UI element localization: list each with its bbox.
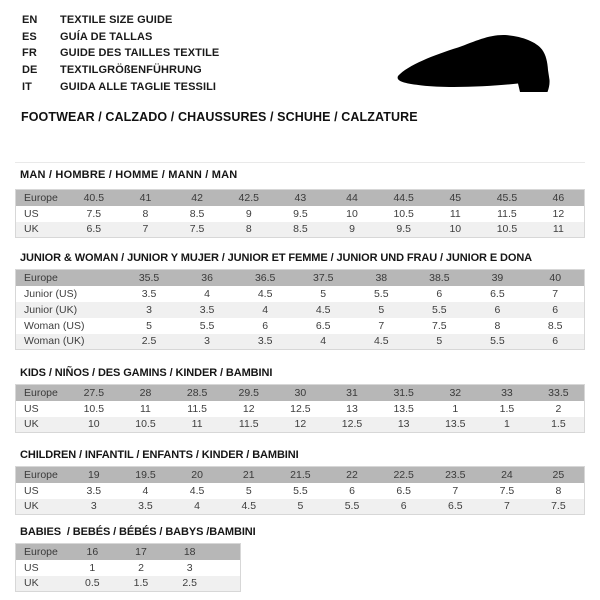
size-cell: 6.5 bbox=[396, 484, 411, 497]
row-label: Woman (US) bbox=[24, 319, 85, 332]
size-cell: 3.5 bbox=[138, 500, 153, 513]
language-code: DE bbox=[22, 64, 38, 77]
size-cell: 7.5 bbox=[551, 500, 566, 513]
size-cell: 6.5 bbox=[490, 287, 505, 300]
size-cell: 11 bbox=[449, 207, 461, 220]
size-cell: 9.5 bbox=[396, 223, 411, 236]
size-table-children bbox=[15, 466, 585, 515]
size-cell: 7 bbox=[552, 287, 559, 300]
size-cell: 29.5 bbox=[238, 386, 259, 399]
table-row bbox=[16, 206, 585, 222]
size-cell: 30 bbox=[294, 386, 307, 399]
size-cell: 7.5 bbox=[499, 484, 515, 497]
size-cell: 4 bbox=[204, 287, 211, 300]
row-label: US bbox=[24, 207, 39, 220]
section-man bbox=[15, 169, 585, 238]
size-cell: 21 bbox=[242, 468, 255, 481]
size-cell: 5 bbox=[378, 303, 385, 316]
row-label: Woman (UK) bbox=[24, 335, 85, 348]
language-label: GUIDE DES TAILLES TEXTILE bbox=[60, 47, 220, 60]
size-cell: 4 bbox=[194, 500, 201, 513]
language-row bbox=[22, 29, 219, 46]
size-cell: 17 bbox=[135, 545, 147, 558]
language-row bbox=[22, 78, 219, 95]
size-cell: 6.5 bbox=[448, 500, 463, 513]
header-divider bbox=[15, 162, 585, 163]
row-label: UK bbox=[24, 500, 39, 513]
size-cell: 10 bbox=[346, 207, 358, 220]
size-cell: 27.5 bbox=[83, 386, 105, 399]
filler-cell bbox=[214, 576, 241, 592]
language-row bbox=[22, 45, 219, 62]
row-label: US bbox=[24, 484, 39, 497]
size-cell: 0.5 bbox=[85, 577, 100, 590]
row-label: US bbox=[24, 402, 39, 415]
size-cell: 3 bbox=[146, 303, 152, 316]
size-cell: 22 bbox=[346, 468, 358, 481]
row-label: UK bbox=[24, 223, 39, 236]
size-cell: 4.5 bbox=[373, 335, 389, 348]
size-cell: 38.5 bbox=[429, 271, 450, 284]
size-cell: 2 bbox=[138, 561, 144, 574]
table-row bbox=[16, 334, 585, 350]
size-cell: 40.5 bbox=[83, 191, 105, 204]
size-cell: 24 bbox=[501, 468, 513, 481]
size-cell: 13.5 bbox=[445, 418, 466, 431]
size-cell: 6.5 bbox=[86, 223, 102, 236]
size-cell: 7 bbox=[452, 484, 459, 497]
size-cell: 19 bbox=[87, 468, 100, 481]
size-cell: 6.5 bbox=[315, 319, 331, 332]
size-cell: 21.5 bbox=[290, 468, 311, 481]
size-cell: 12 bbox=[552, 207, 565, 220]
size-cell: 2 bbox=[555, 402, 562, 415]
size-cell: 3.5 bbox=[199, 303, 215, 316]
size-cell: 6 bbox=[400, 500, 407, 513]
table-title-children: CHILDREN / INFANTIL / ENFANTS / KINDER / BAMBINI bbox=[20, 449, 299, 461]
size-cell: 6 bbox=[262, 319, 269, 332]
size-cell: 1.5 bbox=[551, 418, 566, 431]
size-cell: 32 bbox=[449, 386, 462, 399]
size-cell: 6 bbox=[552, 303, 559, 316]
table-row bbox=[16, 560, 241, 576]
size-cell: 7.5 bbox=[86, 207, 102, 220]
size-cell: 16 bbox=[86, 545, 99, 558]
size-cell: 10.5 bbox=[135, 418, 156, 431]
row-label: Europe bbox=[24, 468, 58, 481]
row-label: Europe bbox=[24, 545, 58, 558]
size-cell: 5 bbox=[320, 287, 327, 300]
table-row bbox=[16, 417, 585, 433]
size-cell: 10.5 bbox=[496, 223, 518, 236]
size-cell: 46 bbox=[552, 191, 565, 204]
size-cell: 4.5 bbox=[241, 500, 257, 513]
size-cell: 11.5 bbox=[238, 418, 259, 431]
size-cell: 3.5 bbox=[141, 287, 157, 300]
size-cell: 5.5 bbox=[199, 319, 215, 332]
size-cell: 4.5 bbox=[257, 287, 273, 300]
size-cell: 7 bbox=[504, 500, 510, 513]
row-label: Junior (US) bbox=[24, 287, 78, 300]
category-title: FOOTWEAR / CALZADO / CHAUSSURES / SCHUHE / CALZATURE bbox=[21, 110, 418, 124]
size-cell: 33.5 bbox=[548, 386, 569, 399]
size-cell: 5.5 bbox=[344, 500, 360, 513]
row-label: UK bbox=[24, 577, 39, 590]
size-cell: 37.5 bbox=[313, 271, 334, 284]
table-row bbox=[16, 576, 241, 592]
size-cell: 5.5 bbox=[490, 335, 505, 348]
size-cell: 42 bbox=[191, 191, 203, 204]
size-cell: 9 bbox=[245, 207, 252, 220]
language-label: GUIDA ALLE TAGLIE TESSILI bbox=[60, 80, 217, 93]
size-cell: 45 bbox=[449, 191, 462, 204]
size-cell: 5.5 bbox=[373, 287, 389, 300]
size-cell: 6 bbox=[552, 335, 559, 348]
size-cell: 1 bbox=[452, 402, 459, 415]
size-table-junior-woman bbox=[15, 269, 585, 350]
size-cell: 8.5 bbox=[189, 207, 205, 220]
size-cell: 12.5 bbox=[290, 402, 311, 415]
size-cell: 4 bbox=[262, 303, 269, 316]
row-label: US bbox=[24, 561, 39, 574]
size-cell: 8.5 bbox=[293, 223, 308, 236]
size-cell: 13 bbox=[397, 418, 410, 431]
size-cell: 25 bbox=[552, 468, 565, 481]
language-code: ES bbox=[22, 30, 37, 43]
size-cell: 20 bbox=[191, 468, 203, 481]
size-cell: 10.5 bbox=[83, 402, 105, 415]
size-cell: 8.5 bbox=[547, 319, 563, 332]
table-row bbox=[16, 286, 585, 302]
size-cell: 4.5 bbox=[189, 484, 205, 497]
size-cell: 36.5 bbox=[254, 271, 276, 284]
size-cell: 22.5 bbox=[393, 468, 414, 481]
size-cell: 4.5 bbox=[315, 303, 331, 316]
language-label: GUÍA DE TALLAS bbox=[60, 30, 153, 43]
size-cell: 7.5 bbox=[189, 223, 205, 236]
size-cell: 18 bbox=[183, 545, 196, 558]
size-cell: 44.5 bbox=[393, 191, 414, 204]
row-label: Europe bbox=[24, 271, 58, 284]
size-cell: 12 bbox=[242, 402, 255, 415]
language-code: FR bbox=[22, 47, 37, 60]
language-code: IT bbox=[22, 80, 32, 93]
size-cell: 1 bbox=[89, 561, 96, 574]
size-cell: 7 bbox=[378, 319, 385, 332]
dress-shoe-icon bbox=[392, 26, 572, 102]
section-children bbox=[15, 449, 585, 515]
table-row bbox=[16, 499, 585, 515]
size-cell: 1.5 bbox=[499, 402, 515, 415]
table-title-junior-woman: JUNIOR & WOMAN / JUNIOR Y MUJER / JUNIOR ET FEMME / JUNIOR UND FRAU / JUNIOR E DONA bbox=[20, 252, 533, 264]
size-cell: 11 bbox=[140, 402, 151, 415]
language-label: TEXTILE SIZE GUIDE bbox=[60, 14, 173, 27]
size-cell: 45.5 bbox=[496, 191, 518, 204]
size-cell: 1.5 bbox=[133, 577, 149, 590]
language-label: TEXTILGRÖßENFÜHRUNG bbox=[60, 64, 202, 77]
table-row bbox=[16, 544, 241, 560]
size-cell: 6 bbox=[349, 484, 355, 497]
size-cell: 19.5 bbox=[135, 468, 156, 481]
size-cell: 9 bbox=[349, 223, 355, 236]
size-table-babies bbox=[15, 543, 241, 592]
size-cell: 11.5 bbox=[497, 207, 517, 220]
size-cell: 3 bbox=[90, 500, 97, 513]
size-cell: 11 bbox=[191, 418, 203, 431]
size-cell: 7.5 bbox=[432, 319, 447, 332]
table-row bbox=[16, 318, 585, 334]
language-list bbox=[22, 12, 219, 95]
table-row bbox=[16, 483, 585, 499]
size-cell: 5.5 bbox=[293, 484, 308, 497]
size-cell: 8 bbox=[494, 319, 501, 332]
filler-cell bbox=[214, 544, 241, 560]
table-row bbox=[16, 222, 585, 238]
table-row bbox=[16, 190, 585, 206]
size-cell: 10 bbox=[449, 223, 462, 236]
size-cell: 39 bbox=[491, 271, 504, 284]
size-cell: 13 bbox=[346, 402, 358, 415]
size-cell: 43 bbox=[294, 191, 307, 204]
table-row bbox=[16, 270, 585, 286]
size-cell: 10.5 bbox=[393, 207, 414, 220]
size-cell: 28.5 bbox=[186, 386, 208, 399]
size-cell: 3.5 bbox=[86, 484, 102, 497]
size-cell: 5.5 bbox=[432, 303, 447, 316]
section-babies bbox=[15, 526, 585, 592]
size-cell: 3.5 bbox=[257, 335, 273, 348]
size-cell: 5 bbox=[146, 319, 152, 332]
row-label: Europe bbox=[24, 386, 58, 399]
table-title-kids: KIDS / NIÑOS / DES GAMINS / KINDER / BAMBINI bbox=[20, 367, 273, 379]
size-cell: 11 bbox=[552, 223, 564, 236]
size-cell: 3 bbox=[204, 335, 211, 348]
size-cell: 12.5 bbox=[341, 418, 363, 431]
size-cell: 12 bbox=[294, 418, 307, 431]
size-cell: 4 bbox=[142, 484, 149, 497]
section-kids bbox=[15, 367, 585, 433]
size-cell: 10 bbox=[87, 418, 100, 431]
size-cell: 11.5 bbox=[187, 402, 207, 415]
size-cell: 2.5 bbox=[182, 577, 197, 590]
size-cell: 4 bbox=[320, 335, 327, 348]
size-cell: 31.5 bbox=[393, 386, 414, 399]
size-cell: 35.5 bbox=[138, 271, 160, 284]
size-cell: 1 bbox=[504, 418, 510, 431]
table-row bbox=[16, 401, 585, 417]
size-cell: 31 bbox=[346, 386, 358, 399]
size-cell: 28 bbox=[139, 386, 152, 399]
row-label: UK bbox=[24, 418, 39, 431]
size-cell: 5 bbox=[297, 500, 304, 513]
table-title-babies: BABIES / BEBÉS / BÉBÉS / BABYS /BAMBINI bbox=[20, 526, 256, 538]
size-cell: 40 bbox=[549, 271, 562, 284]
size-table-kids bbox=[15, 384, 585, 433]
size-cell: 9.5 bbox=[293, 207, 308, 220]
size-cell: 5 bbox=[245, 484, 252, 497]
table-title-man: MAN / HOMBRE / HOMME / MANN / MAN bbox=[20, 169, 238, 181]
size-cell: 13.5 bbox=[393, 402, 414, 415]
size-cell: 41 bbox=[139, 191, 152, 204]
row-label: Europe bbox=[24, 191, 58, 204]
size-cell: 8 bbox=[142, 207, 149, 220]
size-cell: 44 bbox=[346, 191, 358, 204]
size-cell: 8 bbox=[245, 223, 252, 236]
size-cell: 3 bbox=[186, 561, 193, 574]
size-cell: 8 bbox=[555, 484, 562, 497]
size-cell: 38 bbox=[375, 271, 388, 284]
size-cell: 42.5 bbox=[238, 191, 259, 204]
filler-cell bbox=[214, 560, 241, 576]
language-row bbox=[22, 62, 219, 79]
language-row bbox=[22, 12, 219, 29]
row-label: Junior (UK) bbox=[24, 303, 78, 316]
table-row bbox=[16, 302, 585, 318]
table-row bbox=[16, 385, 585, 401]
size-cell: 6 bbox=[436, 287, 443, 300]
size-cell: 7 bbox=[142, 223, 149, 236]
table-row bbox=[16, 467, 585, 483]
size-cell: 36 bbox=[201, 271, 213, 284]
size-cell: 2.5 bbox=[141, 335, 157, 348]
size-cell: 6 bbox=[494, 303, 501, 316]
size-cell: 5 bbox=[436, 335, 443, 348]
size-table-man bbox=[15, 189, 585, 238]
language-code: EN bbox=[22, 14, 38, 27]
size-cell: 33 bbox=[501, 386, 513, 399]
size-cell: 23.5 bbox=[445, 468, 466, 481]
section-junior-woman bbox=[15, 252, 585, 350]
